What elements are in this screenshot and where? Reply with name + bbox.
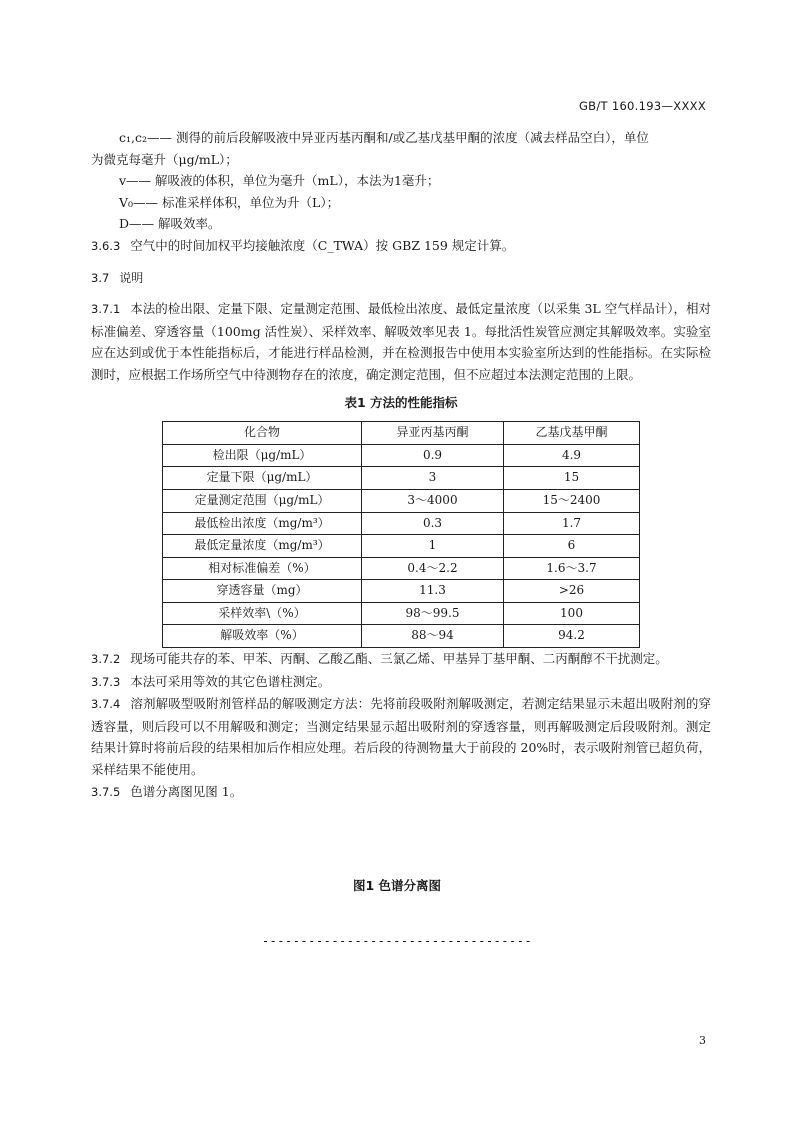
table-cell: 穿透容量（mg） <box>163 580 362 603</box>
table-header-cell: 异亚丙基丙酮 <box>362 422 504 445</box>
table-cell: 定量下限（μg/mL） <box>163 467 362 490</box>
table-row <box>163 467 640 490</box>
table-row <box>163 557 640 580</box>
definition-v0: V₀—— 标准采样体积，单位为升（L）； <box>119 194 340 210</box>
table-row <box>163 535 640 558</box>
section-3-7-1 <box>91 298 711 385</box>
table-cell: 100 <box>504 602 640 625</box>
table-cell: 3～4000 <box>362 489 504 512</box>
table-cell: 1.6～3.7 <box>504 557 640 580</box>
table-header-row <box>163 422 640 445</box>
table-cell: 相对标准偏差（%） <box>163 557 362 580</box>
definition-c-unit: 为微克每毫升（μg/mL）； <box>91 151 238 167</box>
section-text: 本法的检出限、定量下限、定量测定范围、最低检出浓度、最低定量浓度（以采集 3L 空气样品计），相对标准偏差、穿透容量（100mg 活性炭）、采样效率、解吸效率见表 1。每批活性炭管应测定其解吸效率。实验室应在达到或优于本性能指标后，才能进行样品检测，并在检测报告中使用本实验室所达到的性能指标。在实际检测时，应根据工作场所空气中待测物存在的浓度，确定测定范围，但不应超过本法测定范围的上限。 <box>91 301 711 382</box>
table-cell: 1 <box>362 535 504 558</box>
table-cell: >26 <box>504 580 640 603</box>
document-body <box>91 127 711 803</box>
table-cell: 3 <box>362 467 504 490</box>
section-3-7-heading <box>91 267 711 290</box>
section-3-7-5 <box>91 781 711 804</box>
table-cell: 检出限（μg/mL） <box>163 444 362 467</box>
definition-v: v—— 解吸液的体积，单位为毫升（mL），本法为1毫升； <box>119 173 440 189</box>
table-cell: 98～99.5 <box>362 602 504 625</box>
table-cell: 94.2 <box>504 625 640 648</box>
section-3-6-3 <box>91 235 711 258</box>
table-cell: 6 <box>504 535 640 558</box>
table-row <box>163 512 640 535</box>
section-text: 色谱分离图见图 1。 <box>130 783 243 799</box>
performance-table <box>162 421 640 648</box>
section-3-7-2 <box>91 648 711 671</box>
table-row <box>163 625 640 648</box>
table-header-cell: 化合物 <box>163 422 362 445</box>
section-3-7-3 <box>91 671 711 694</box>
page-number: 3 <box>699 1034 706 1047</box>
definition-c: c₁,c₂—— 测得的前后段解吸液中异亚丙基丙酮和/或乙基戊基甲酮的浓度（减去样品空白），单位 <box>119 130 649 145</box>
table-cell: 88～94 <box>362 625 504 648</box>
table-title: 表1 方法的性能指标 <box>344 394 458 410</box>
section-number: 3.7.4 <box>91 697 121 712</box>
table-cell: 0.9 <box>362 444 504 467</box>
section-text: 现场可能共存的苯、甲苯、丙酮、乙酸乙酯、三氯乙烯、甲基异丁基甲酮、二丙酮醇不干扰测定。 <box>130 651 668 667</box>
table-cell: 采样效率\（%） <box>163 602 362 625</box>
section-title: 说明 <box>119 270 144 285</box>
table-cell: 11.3 <box>362 580 504 603</box>
section-number: 3.7.3 <box>91 674 121 689</box>
section-number: 3.7.2 <box>91 652 121 667</box>
figure-caption: 图1 色谱分离图 <box>352 878 442 893</box>
section-text: 溶剂解吸型吸附剂管样品的解吸测定方法：先将前段吸附剂解吸测定，若测定结果显示未超出吸附剂的穿透容量，则后段可以不用解吸和测定；当测定结果显示超出吸附剂的穿透容量，则再解吸测定后段吸附剂。测定结果计算时将前后段的结果相加后作相应处理。若后段的待测物量大于前段的 20%时，表示吸附剂管已超负荷，采样结果不能使用。 <box>91 696 711 778</box>
standard-code: GB/T 160.193—XXXX <box>578 99 706 113</box>
table-cell: 15～2400 <box>504 489 640 512</box>
table-cell: 最低定量浓度（mg/m³） <box>163 535 362 558</box>
end-of-document-rule: ----------------------------------- <box>261 934 533 948</box>
table-row <box>163 580 640 603</box>
section-number: 3.6.3 <box>91 238 121 253</box>
section-3-7-4 <box>91 693 711 780</box>
table-cell: 解吸效率（%） <box>163 625 362 648</box>
section-number: 3.7 <box>91 270 110 285</box>
table-cell: 4.9 <box>504 444 640 467</box>
table-cell: 15 <box>504 467 640 490</box>
section-text: 本法可采用等效的其它色谱柱测定。 <box>130 673 331 689</box>
section-number: 3.7.5 <box>91 784 121 799</box>
table-row <box>163 489 640 512</box>
table-row <box>163 602 640 625</box>
definition-d: D—— 解吸效率。 <box>119 216 221 232</box>
table-cell: 0.3 <box>362 512 504 535</box>
table-cell: 0.4～2.2 <box>362 557 504 580</box>
table-cell: 最低检出浓度（mg/m³） <box>163 512 362 535</box>
table-header-cell: 乙基戊基甲酮 <box>504 422 640 445</box>
table-row <box>163 444 640 467</box>
table-cell: 定量测定范围（μg/mL） <box>163 489 362 512</box>
table-cell: 1.7 <box>504 512 640 535</box>
section-number: 3.7.1 <box>91 302 121 317</box>
section-text: 空气中的时间加权平均接触浓度（C_TWA）按 GBZ 159 规定计算。 <box>130 237 515 253</box>
